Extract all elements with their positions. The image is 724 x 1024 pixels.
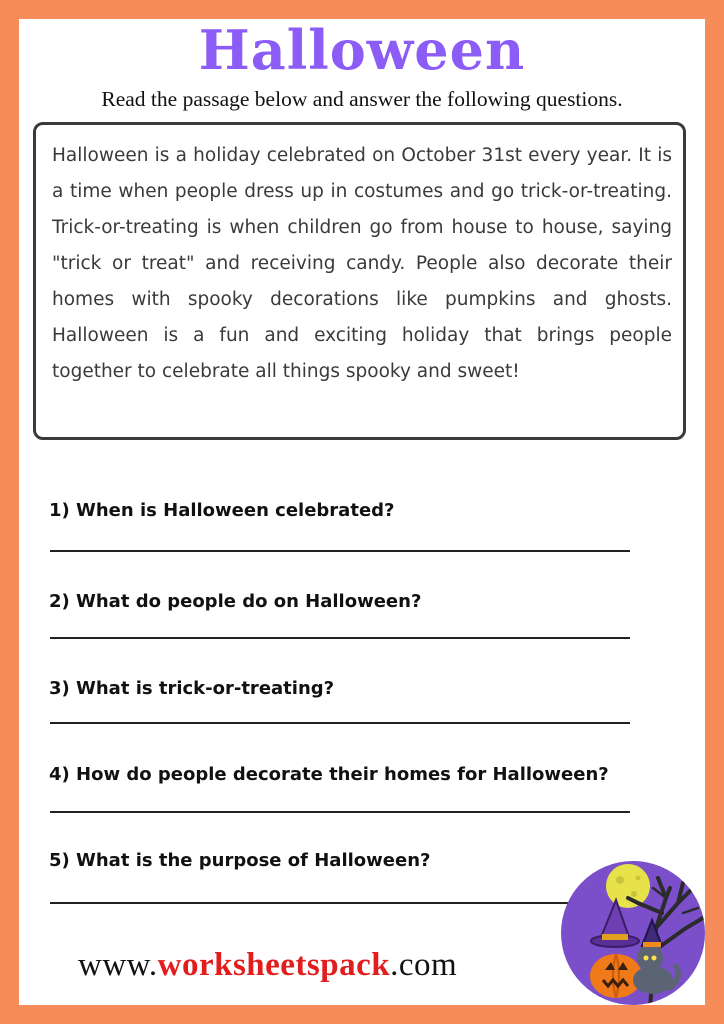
website-footer [78,947,457,984]
reading-passage: Halloween is a holiday celebrated on October 31st every year. It is a time when people dress up in costumes and go trick-or-treating. Trick-or-treating is when children go from house to house, saying "trick or treat" and receiving candy. People also decorate their homes with spooky decorations like pumpkins and ghosts. Halloween is a fun and exciting holiday that brings people together to celebrate all things spooky and sweet! [52,145,672,382]
question-2: 2) What do people do on Halloween? [49,591,422,612]
answer-line-4[interactable] [50,811,630,813]
question-3: 3) What is trick-or-treating? [49,678,335,699]
halloween-illustration-icon [558,858,708,1008]
page-title: Halloween [198,18,526,82]
question-4: 4) How do people decorate their homes for Halloween? [49,764,609,785]
instructions: Read the passage below and answer the following questions. [101,87,623,111]
answer-line-3[interactable] [50,722,630,724]
answer-line-1[interactable] [50,550,630,552]
question-1: 1) When is Halloween celebrated? [49,500,395,521]
website-suffix: .com [390,947,458,983]
website-prefix: www. [78,947,158,983]
website-brand: worksheetspack [157,947,391,983]
answer-line-5[interactable] [50,902,570,904]
answer-line-2[interactable] [50,637,630,639]
question-5: 5) What is the purpose of Halloween? [49,850,431,871]
